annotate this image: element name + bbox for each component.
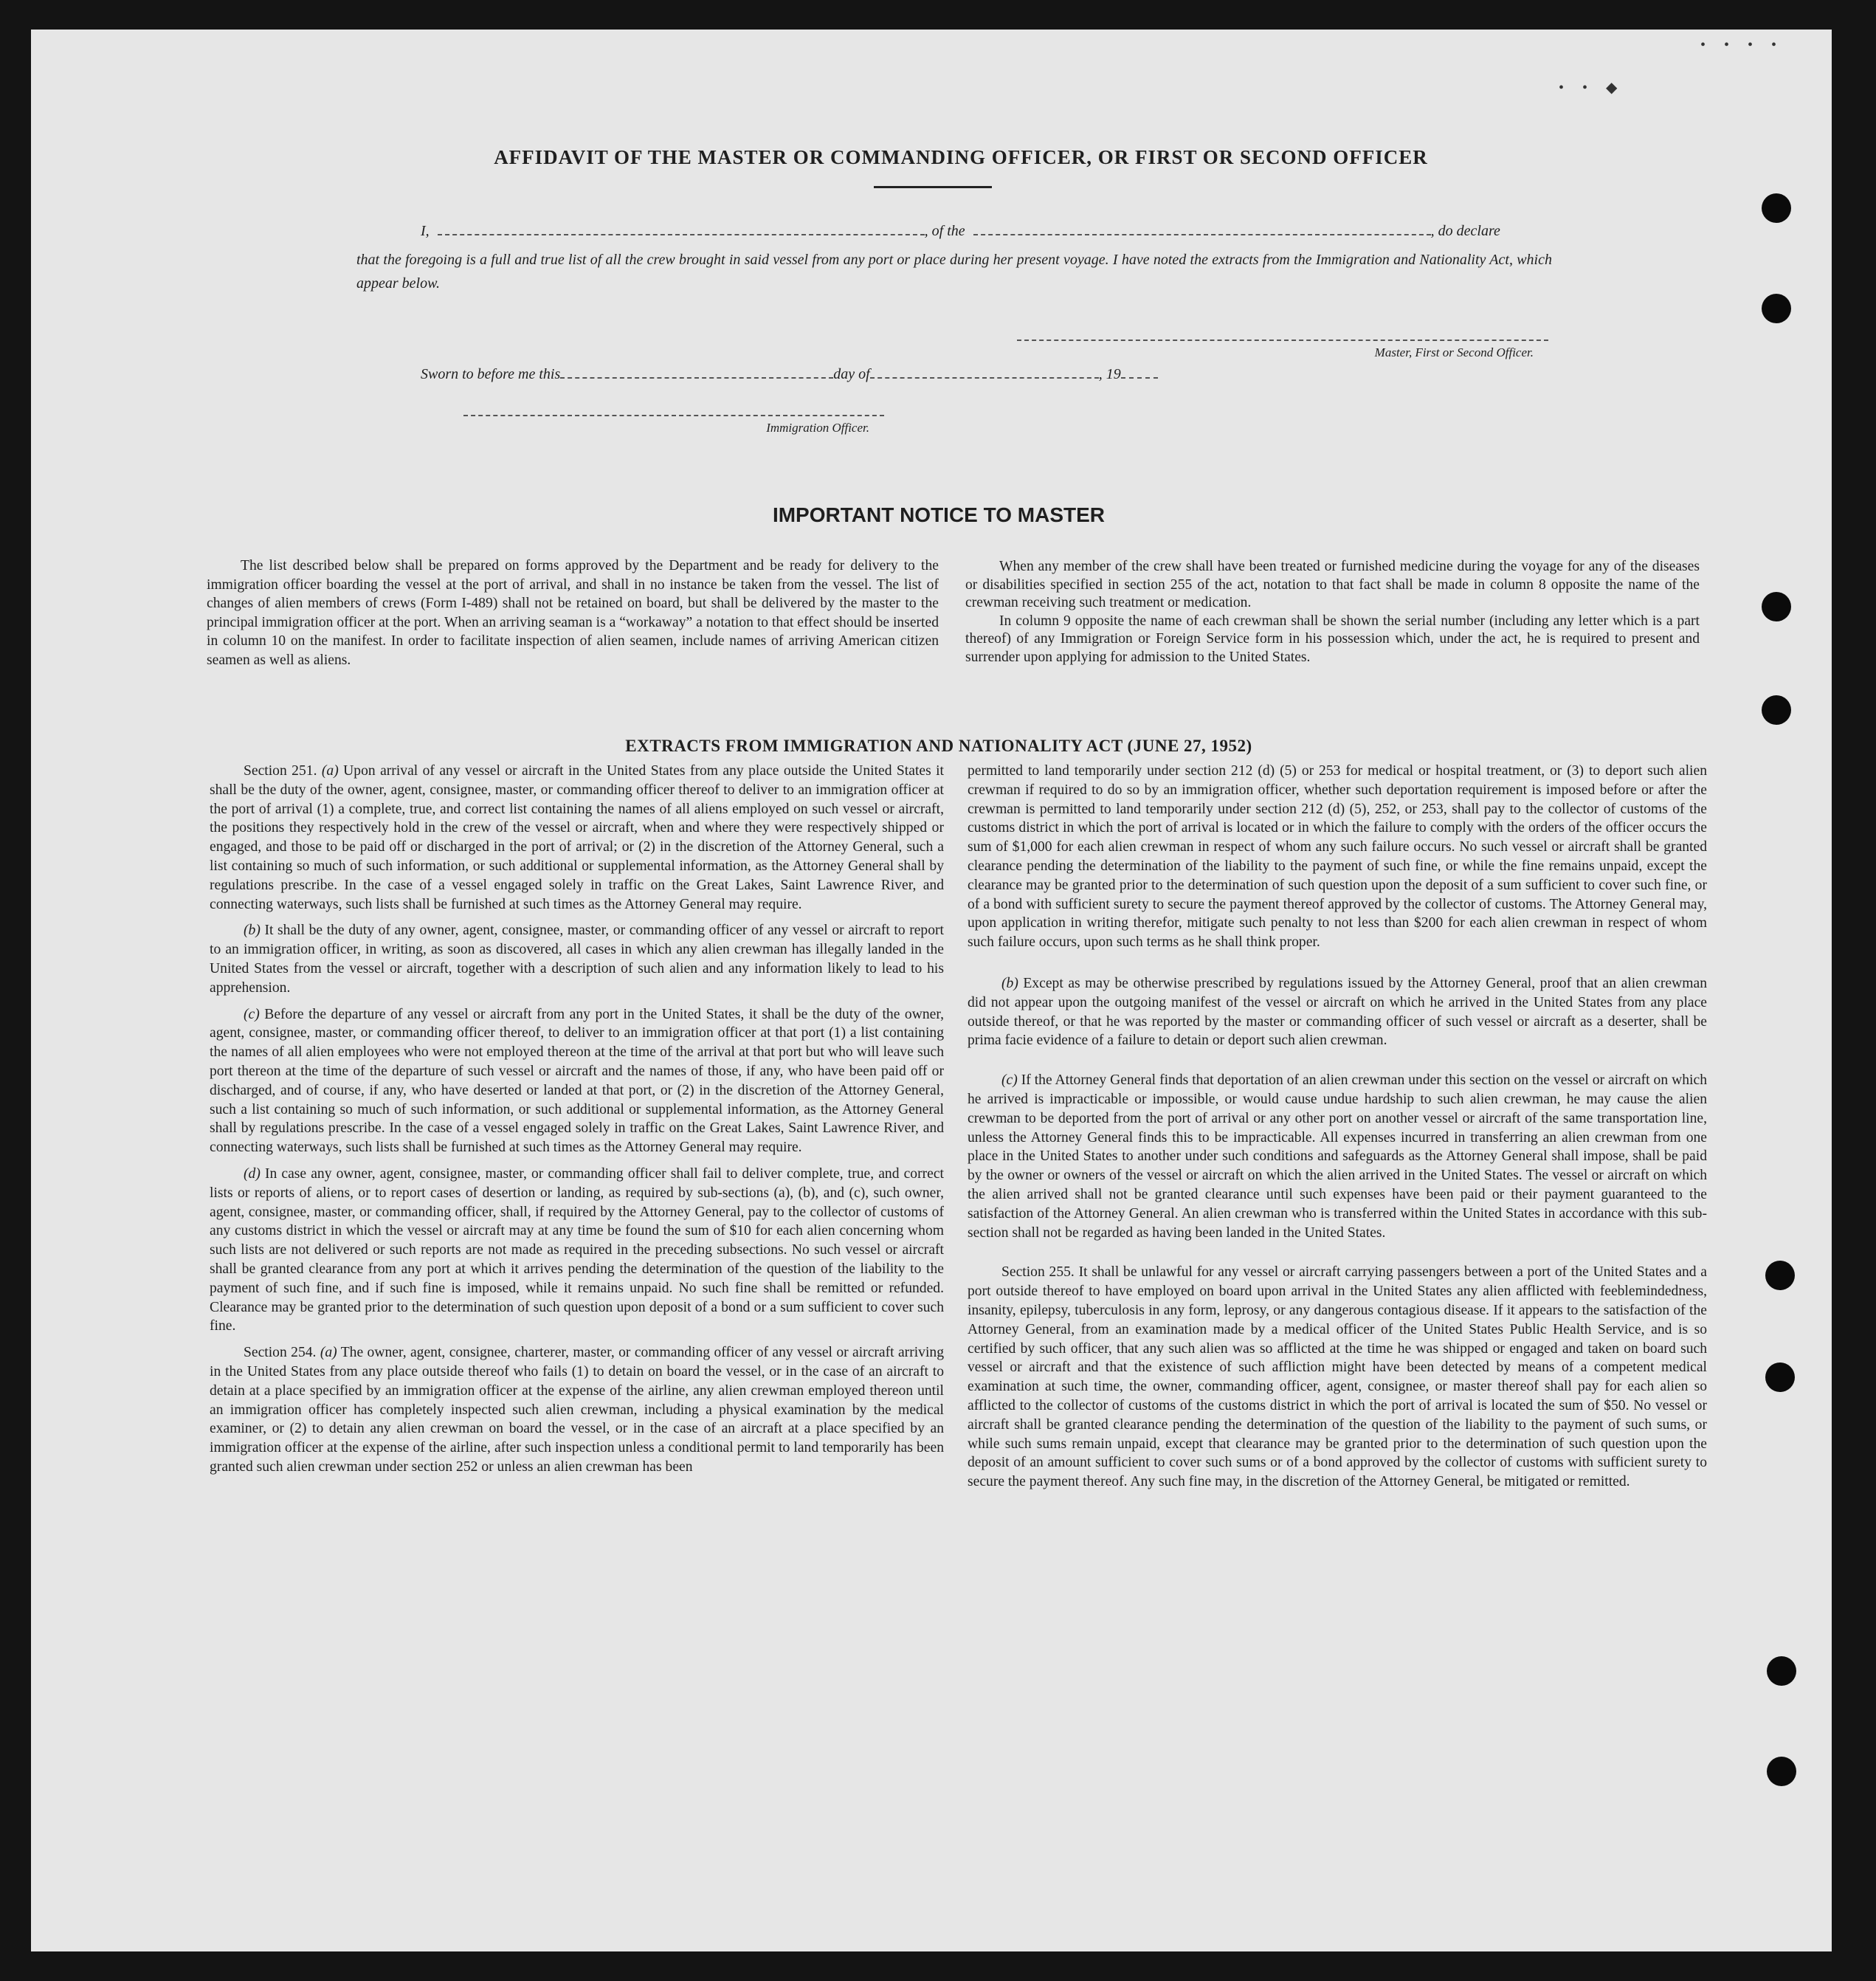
subsection-mark: (d) (244, 1165, 261, 1182)
section-heading: Section 254. (244, 1345, 320, 1361)
scan-specks: • • • • (1700, 37, 1784, 53)
section-text: If the Attorney General finds that deportation of an alien crewman under this section on the vessel or aircraft on which he arrived is impracticable or impossible, or would cause undue hardship to such alien crewman, he may cause the alien crewman to be deported from the port of arrival or any other port on another vessel or aircraft of the same transportation line, unless the Attorney General finds this to be impracticable. All expenses incurred in transferring an alien crewman from one place in the United States to another under such conditions and safeguards as the Attorney General shall impose, shall be paid by the owner or owners of the vessel or aircraft on which the alien arrived in the United States. The vessel or aircraft on which the alien arrived shall not be granted clearance until such expenses have been paid or their payment guaranteed to the satisfaction of the Attorney General. An alien crewman who is transferred within the United States in accordance with this sub-section shall not be regarded as having been landed in the United States. (968, 1072, 1707, 1241)
notice-title: IMPORTANT NOTICE TO MASTER (772, 503, 1106, 526)
subsection-mark: (c) (244, 1006, 260, 1022)
master-signature-line (1017, 340, 1548, 341)
section-254c (968, 1071, 1707, 1242)
declare-suffix: , do declare (1430, 223, 1500, 239)
vessel-prefix: , of the (924, 223, 965, 239)
section-251a (210, 762, 944, 914)
section-251b (210, 921, 944, 997)
sworn-prefix: Sworn to before me this (421, 366, 561, 382)
punch-hole (1762, 695, 1791, 725)
subsection-mark: (a) (321, 763, 339, 779)
notice-paragraph: In column 9 opposite the name of each crewman shall be shown the serial number (including any letter which is a part thereof) of any Immigration or Foreign Service form in his possession which, under the act, he is required to present and surrender upon applying for admission to the United States. (965, 613, 1700, 665)
punch-hole (1767, 1656, 1796, 1686)
document-page (31, 30, 1832, 1951)
scan-specks: • • ◆ (1559, 80, 1625, 96)
punch-hole (1765, 1362, 1795, 1392)
punch-hole (1762, 193, 1791, 223)
declarant-name-blank (438, 232, 925, 235)
title-rule (874, 186, 992, 188)
immigration-officer-signature-line (463, 415, 884, 416)
immigration-officer-label: Immigration Officer. (766, 421, 869, 435)
affidavit-title: AFFIDAVIT OF THE MASTER OR COMMANDING OFFICER, OR FIRST OR SECOND OFFICER (494, 146, 1428, 168)
section-251c (210, 1005, 944, 1157)
vessel-name-blank (973, 232, 1431, 235)
subsection-mark: (b) (1001, 975, 1018, 991)
notice-paragraph: The list described below shall be prepared on forms approved by the Department and be ready for delivery to the immigration officer boarding the vessel at the port of arrival, and shall in no instance be taken from the vessel. The list of changes of alien members of crews (Form I-489) shall not be retained on board, but shall be delivered by the master to the principal immigration officer at the port. When an arriving seaman is a “workaway” a notation to that effect should be inserted in column 10 on the manifest. In order to facilitate inspection of alien seamen, include names of arriving American citizen seamen as well as aliens. (207, 558, 939, 668)
notice-right-column (965, 558, 1700, 667)
sworn-year-blank (1121, 376, 1158, 379)
declarant-line (421, 223, 1550, 240)
sworn-day-blank (560, 376, 833, 379)
section-heading: Section 251. (244, 763, 322, 779)
notice-paragraph: When any member of the crew shall have been treated or furnished medicine during the voyage for any of the diseases or disabilities specified in section 255 of the act, notation to that fact shall be made in column 8 opposite the name of the crewman receiving such treatment or medication. (965, 559, 1700, 611)
section-251d (210, 1165, 944, 1336)
extracts-right-column (968, 762, 1707, 1492)
sworn-day-of: day of (833, 366, 870, 382)
section-255: Section 255. It shall be unlawful for any vessel or aircraft carrying passengers between a port of the United States and a port outside thereof to have employed on board upon arrival in the United States any alien afflicted with feeblemindedness, insanity, epilepsy, tuberculosis in any form, leprosy, or any dangerous contagious disease. If it appears to the satisfaction of the Attorney General, from an examination made by a medical officer of the United States Public Health Service, and is so certified by such officer, that any such alien was so afflicted at the time he was shipped or engaged and taken on board such vessel or aircraft and that the existence of such affliction might have been detected by means of a competent medical examination at such time, the owner, commanding officer, agent, consignee, or master thereof shall pay for each alien so afflicted to the collector of customs of the customs district in which the port of arrival is located the sum of $50. No vessel or aircraft shall be granted clearance pending the determination of the question of the liability to the payment of such sums, or while such sums remain unpaid, except that clearance may be granted prior to the determination of such question upon the deposit of an amount sufficient to cover such sums or of a bond approved by the collector of customs with sufficient surety to secure the payment thereof. Any such fine may, in the discretion of the Attorney General, be mitigated or remitted. (968, 1264, 1707, 1490)
declarant-prefix: I, (421, 223, 430, 239)
subsection-mark: (c) (1001, 1072, 1018, 1089)
section-text: In case any owner, agent, consignee, master, or commanding officer shall fail to deliver complete, true, and correct lists or reports of aliens, or to report cases of desertion or landing, as required by sub-sections (a), (b), and (c), such owner, agent, consignee, master, or commanding officer, shall, if required by the Attorney General, pay to the collector of customs of any customs district in which the vessel or aircraft may at any time be found the sum of $10 for each alien concerning whom such lists are not delivered or such reports are not made as required in the preceding subsections. No such vessel or aircraft shall be granted clearance from any port at which it arrives pending the determination of the question of the liability to the payment of such fine, and if such fine is imposed, while it remains unpaid. No such fine shall be remitted or refunded. Clearance may be granted prior to the determination of such question upon deposit of a bond or a sum sufficient to cover such fine. (210, 1165, 944, 1334)
master-signature-label: Master, First or Second Officer. (1374, 345, 1534, 359)
section-254a-continued: permitted to land temporarily under section 212 (d) (5) or 253 for medical or hospital treatment, or (3) to deport such alien crewman if required to do so by an immigration officer, whether such deportation requirement is imposed before or after the crewman is permitted to land temporarily under section 212 (d) (5), 252, or 253, shall pay to the collector of customs of the customs district in which the port of arrival is located or in which the failure to comply with the orders of the officer occurs the sum of $1,000 for each alien crewman in respect of whom any such failure occurs. No such vessel or aircraft shall be granted clearance pending the determination of the liability to the payment of such fine, or while the fine remains unpaid, except the clearance may be granted prior to the determination of such question upon the deposit of a sum sufficient to cover such fine, or of a bond with sufficient surety to secure the payment thereof approved by the collector of customs. The Attorney General may, upon application in writing therefor, mitigate such penalty to not less than $200 for each alien crewman in respect of whom such failure occurs, upon such terms as he shall think proper. (968, 763, 1707, 951)
sworn-month-blank (870, 376, 1099, 379)
sworn-year: , 19 (1098, 366, 1121, 382)
section-text: The owner, agent, consignee, charterer, master, or commanding officer of any vessel or aircraft arriving in the United States from any place outside thereof who fails (1) to detain on board the vessel, or in the case of an aircraft to detain at a place specified by an immigration officer at the expense of the airline, any alien crewman employed thereon until an immigration officer has completely inspected such alien crewman, including a physical examination by the medical examiner, or (2) to detain any alien crewman on board the vessel, or in the case of an aircraft at a place specified by an immigration officer at the expense of the airline, after such inspection unless a conditional permit to land temporarily has been granted such alien crewman under section 252 or unless an alien crewman has been (210, 1345, 944, 1475)
section-text: Upon arrival of any vessel or aircraft in the United States from any place outside the United States it shall be the duty of the owner, agent, consignee, master, or commanding officer thereof to deliver to an immigration officer at the port of arrival (1) a complete, true, and correct list containing the names of all aliens employed on such vessel or aircraft, the positions they respectively hold in the crew of the vessel or aircraft, when and where they were respectively shipped or engaged, and those to be paid off or discharged in the port of arrival; or (2) in the discretion of the Attorney General, such a list containing so much of such information, or such additional or supplemental information, as the Attorney General shall by regulations prescribe. In the case of a vessel engaged solely in traffic on the Great Lakes, Saint Lawrence River, and connecting waterways, such lists shall be furnished at such times as the Attorney General may require. (210, 763, 945, 912)
section-text: It shall be the duty of any owner, agent, consignee, master, or commanding officer of any vessel or aircraft to report to an immigration officer, in writing, as soon as discovered, all cases in which any alien crewman has illegally landed in the United States from the vessel or aircraft, together with a description of such alien and any information likely to lead to his apprehension. (210, 923, 944, 996)
notice-left-column (207, 557, 939, 670)
section-254a (210, 1343, 944, 1477)
declaration-text: that the foregoing is a full and true list of all the crew brought in said vessel from any port or place during her present voyage. I have noted the extracts from the Immigration and Nationality Act, which appear below. (356, 252, 1552, 292)
sworn-line (421, 366, 1158, 383)
punch-hole (1767, 1757, 1796, 1786)
punch-hole (1762, 592, 1791, 621)
subsection-mark: (a) (320, 1345, 337, 1361)
section-text: Before the departure of any vessel or aircraft from any port in the United States, it shall be the duty of the owner, agent, consignee, master, or commanding officer thereof, to deliver to an immigration officer at that port (1) a list containing the names of all alien employees who were not employed thereon at the time of the arrival at that port but who will leave such port thereon at the time of the departure of such vessel or aircraft and the names of those, if any, who have been paid off or discharged, and of course, if any, who have deserted or landed at that port, or (2) in the discretion of the Attorney General, such a list containing so much of such information, or such additional or supplemental information, as the Attorney General shall by regulations prescribe. In the case of a vessel engaged solely in traffic on the Great Lakes, Saint Lawrence River, and connecting waterways, such lists shall be furnished at such times as the Attorney General may require. (210, 1006, 944, 1156)
extracts-title: EXTRACTS FROM IMMIGRATION AND NATIONALITY ACT (JUNE 27, 1952) (625, 737, 1252, 755)
section-text: Except as may be otherwise prescribed by regulations issued by the Attorney General, proof that an alien crewman did not appear upon the outgoing manifest of the vessel or aircraft on which he arrived in the United States from any place outside thereof, or that he was reported by the master or commanding officer of such vessel or aircraft as a deserter, shall be prima facie evidence of a failure to detain or deport such alien crewman. (968, 975, 1707, 1049)
punch-hole (1765, 1261, 1795, 1290)
extracts-left-column (210, 762, 944, 1477)
punch-hole (1762, 294, 1791, 323)
section-254b (968, 974, 1707, 1050)
subsection-mark: (b) (244, 923, 261, 939)
